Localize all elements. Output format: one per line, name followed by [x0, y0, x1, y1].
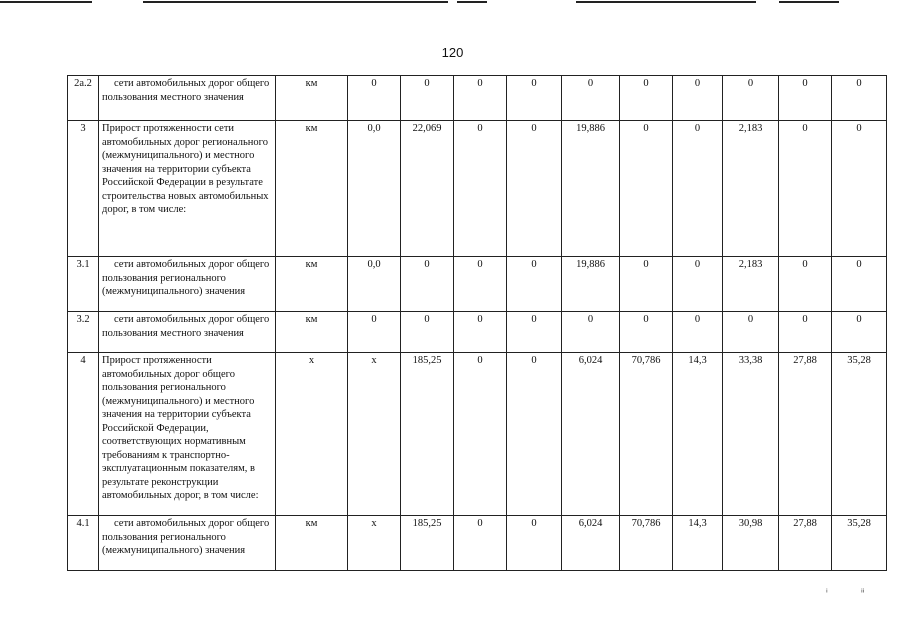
value-cell: 0: [779, 257, 832, 312]
unit-cell: км: [276, 121, 348, 257]
unit-cell: км: [276, 516, 348, 571]
value-cell: 0: [454, 516, 507, 571]
row-number: 2а.2: [68, 76, 99, 121]
value-cell: 70,786: [620, 516, 673, 571]
value-cell: 0: [562, 76, 620, 121]
value-cell: 6,024: [562, 353, 620, 516]
value-cell: 2,183: [723, 257, 779, 312]
unit-cell: км: [276, 312, 348, 353]
value-cell: 0: [454, 353, 507, 516]
value-cell: х: [348, 516, 401, 571]
value-cell: 2,183: [723, 121, 779, 257]
indicator-name: сети автомобильных дорог общего пользования регионального (межмуниципального) значения: [99, 516, 276, 571]
value-cell: 0: [454, 312, 507, 353]
value-cell: 14,3: [673, 353, 723, 516]
value-cell: 0: [507, 121, 562, 257]
indicator-name: сети автомобильных дорог общего пользования местного значения: [99, 76, 276, 121]
value-cell: 30,98: [723, 516, 779, 571]
row-number: 3: [68, 121, 99, 257]
table-row: [68, 312, 887, 353]
value-cell: 0: [779, 76, 832, 121]
value-cell: 0: [507, 257, 562, 312]
value-cell: 0,0: [348, 257, 401, 312]
row-number: 3.1: [68, 257, 99, 312]
indicator-name: Прирост протяженности автомобильных дорог общего пользования регионального (межмуниципального) и местного значения на территории субъекта Российской Федерации, соответствующих нормативным требованиям к транспортно-эксплуатационным показателям, в результате реконструкции автомобильных дорог, в том числе:: [99, 353, 276, 516]
value-cell: 0: [779, 121, 832, 257]
value-cell: 0: [507, 312, 562, 353]
value-cell: 0: [620, 257, 673, 312]
table-row: [68, 76, 887, 121]
value-cell: 35,28: [832, 353, 887, 516]
unit-cell: км: [276, 257, 348, 312]
value-cell: 0: [507, 516, 562, 571]
header-rule: [457, 1, 487, 3]
value-cell: 33,38: [723, 353, 779, 516]
value-cell: 185,25: [401, 353, 454, 516]
value-cell: 0: [620, 121, 673, 257]
value-cell: 0: [779, 312, 832, 353]
row-number: 4: [68, 353, 99, 516]
value-cell: 0: [673, 76, 723, 121]
table-row: [68, 516, 887, 571]
value-cell: 0: [454, 121, 507, 257]
value-cell: 0: [454, 76, 507, 121]
value-cell: 0: [832, 76, 887, 121]
header-rule: [143, 1, 448, 3]
value-cell: 14,3: [673, 516, 723, 571]
scan-mark: ⁱ: [826, 588, 828, 599]
value-cell: 6,024: [562, 516, 620, 571]
value-cell: 0: [507, 76, 562, 121]
indicator-name: сети автомобильных дорог общего пользования регионального (межмуниципального) значения: [99, 257, 276, 312]
value-cell: 0: [348, 312, 401, 353]
scan-mark: ⁱⁱ: [861, 588, 865, 599]
value-cell: 19,886: [562, 121, 620, 257]
value-cell: 0: [832, 312, 887, 353]
value-cell: 0: [723, 76, 779, 121]
data-table: [67, 75, 887, 571]
value-cell: 19,886: [562, 257, 620, 312]
row-number: 4.1: [68, 516, 99, 571]
value-cell: 27,88: [779, 516, 832, 571]
value-cell: х: [348, 353, 401, 516]
value-cell: 0: [832, 121, 887, 257]
value-cell: 0: [620, 76, 673, 121]
header-rule: [576, 1, 756, 3]
value-cell: 0,0: [348, 121, 401, 257]
value-cell: 0: [673, 312, 723, 353]
value-cell: 0: [673, 121, 723, 257]
value-cell: 0: [832, 257, 887, 312]
header-rule: [0, 1, 92, 3]
value-cell: 0: [562, 312, 620, 353]
indicator-name: сети автомобильных дорог общего пользования местного значения: [99, 312, 276, 353]
value-cell: 185,25: [401, 516, 454, 571]
value-cell: 0: [673, 257, 723, 312]
value-cell: 0: [723, 312, 779, 353]
value-cell: 0: [620, 312, 673, 353]
value-cell: 0: [401, 76, 454, 121]
row-number: 3.2: [68, 312, 99, 353]
page-number: 120: [441, 45, 464, 60]
value-cell: 0: [507, 353, 562, 516]
value-cell: 0: [401, 257, 454, 312]
value-cell: 70,786: [620, 353, 673, 516]
value-cell: 35,28: [832, 516, 887, 571]
unit-cell: х: [276, 353, 348, 516]
table-row: [68, 121, 887, 257]
value-cell: 0: [401, 312, 454, 353]
table-row: [68, 257, 887, 312]
table-body: [68, 76, 887, 571]
header-rule: [779, 1, 839, 3]
unit-cell: км: [276, 76, 348, 121]
value-cell: 0: [348, 76, 401, 121]
table-row: [68, 353, 887, 516]
value-cell: 0: [454, 257, 507, 312]
value-cell: 22,069: [401, 121, 454, 257]
value-cell: 27,88: [779, 353, 832, 516]
indicator-name: Прирост протяженности сети автомобильных дорог регионального (межмуниципального) и местного значения на территории субъекта Российской Федерации в результате строительства новых автомобильных дорог, в том числе:: [99, 121, 276, 257]
